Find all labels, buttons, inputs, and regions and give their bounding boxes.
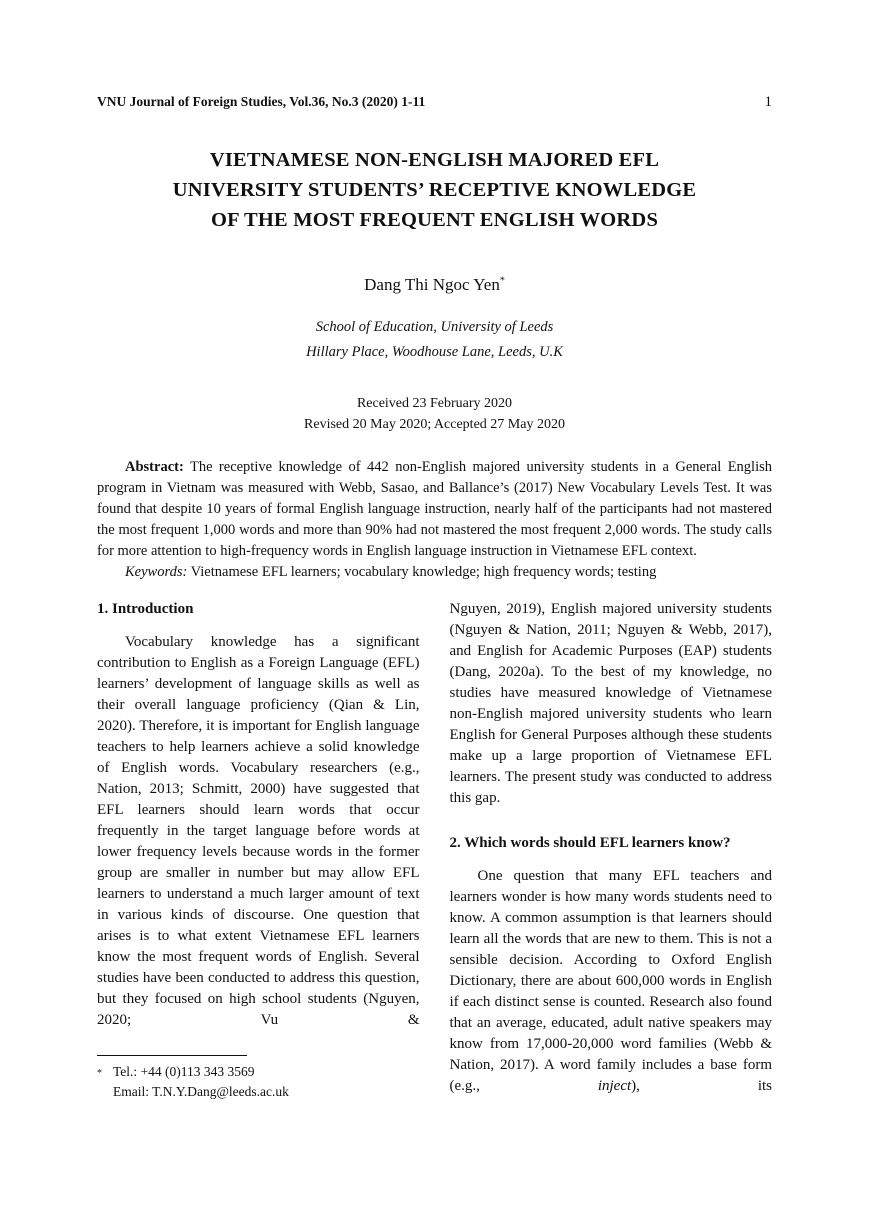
abstract [97, 457, 772, 562]
footnote-row [97, 1062, 420, 1102]
footnote [97, 1055, 420, 1102]
affiliation-line-1: School of Education, University of Leeds [315, 319, 554, 335]
paper-title-line-3: OF THE MOST FREQUENT ENGLISH WORDS [210, 209, 659, 231]
author-line [97, 275, 772, 295]
page-number: 1 [764, 94, 772, 110]
paper-title [97, 145, 772, 235]
footnote-separator [97, 1055, 247, 1056]
section2-paragraph [450, 866, 773, 1097]
keywords [97, 562, 772, 583]
introduction-continuation-paragraph: Nguyen, 2019), English majored university students (Nguyen & Nation, 2011; Nguyen & Webb, 2017), and English for Academic Purposes (EAP) students (Dang, 2020a). To the best of my knowledge, no studies have measured knowledge of Vietnamese non-English majored university students who learn English for General Purposes although these students make up a large proportion of Vietnamese EFL learners. The present study was conducted to address this gap. [449, 601, 772, 806]
two-column-body [97, 599, 772, 1102]
section2-text-after: ), its [631, 1078, 772, 1094]
footnote-tel: Tel.: +44 (0)113 343 3569 [113, 1064, 255, 1079]
right-column [450, 599, 773, 1102]
section-heading-which-words: 2. Which words should EFL learners know? [449, 835, 731, 851]
page-header [97, 94, 772, 111]
paper-title-line-1: VIETNAMESE NON-ENGLISH MAJORED EFL [209, 149, 660, 171]
journal-header: VNU Journal of Foreign Studies, Vol.36, No.3 (2020) 1-11 [97, 94, 426, 109]
revised-accepted-date: Revised 20 May 2020; Accepted 27 May 2020 [304, 417, 565, 432]
introduction-paragraph: Vocabulary knowledge has a significant contribution to English as a Foreign Language (EFL) learners’ development of language skills as well as their overall language proficiency (Qian & Lin, 2020). Therefore, it is important for English language teachers to help learners achieve a solid knowledge of English words. Vocabulary researchers (e.g., Nation, 2013; Schmitt, 2000) have suggested that EFL learners should learn words that occur frequently in the target language before words at lower frequency levels because words in the former group are smaller in number but may allow EFL learners to understand a much larger amount of text in various kinds of discourse. One question that arises is to what extent Vietnamese EFL learners know the most frequent words of English. Several studies have been conducted to address this question, but they focused on high school students (Nguyen, 2020; Vu & [97, 634, 420, 1028]
footnote-marker: * [97, 1068, 102, 1079]
keywords-text: Vietnamese EFL learners; vocabulary knowledge; high frequency words; testing [187, 564, 657, 580]
footnote-text [113, 1062, 289, 1102]
author-name: Dang Thi Ngoc Yen [364, 275, 500, 294]
abstract-text: The receptive knowledge of 442 non-English majored university students in a General English program in Vietnam was measured with Webb, Sasao, and Ballance’s (2017) New Vocabulary Levels Test. It was found that despite 10 years of formal English language instruction, nearly half of the participants had not mastered the most frequent 1,000 words and more than 90% had not mastered the most frequent 2,000 words. The study calls for more attention to high-frequency words in English language instruction in Vietnamese EFL context. [97, 459, 772, 559]
received-date: Received 23 February 2020 [356, 396, 513, 411]
keywords-label: Keywords: [125, 564, 188, 580]
footnote-email: Email: T.N.Y.Dang@leeds.ac.uk [113, 1084, 289, 1099]
section2-italic-word: inject [597, 1078, 632, 1094]
affiliation-line-2: Hillary Place, Woodhouse Lane, Leeds, U.K [306, 344, 563, 360]
section2-text-before: One question that many EFL teachers and learners wonder is how many words students need to know. A common assumption is that learners should learn all the words that are new to them. This is not a sensible decision. According to Oxford English Dictionary, there are about 600,000 words in English if each distinct sense is counted. Research also found that an average, educated, adult native speakers may know from 17,000-20,000 word families (Webb & Nation, 2017). A word family includes a base form (e.g., [449, 868, 772, 1094]
abstract-label: Abstract: [125, 459, 184, 475]
affiliation [97, 315, 772, 365]
paper-title-line-2: UNIVERSITY STUDENTS’ RECEPTIVE KNOWLEDGE [172, 179, 697, 201]
author-footnote-marker: * [499, 275, 505, 287]
section-heading-introduction: 1. Introduction [97, 601, 194, 617]
left-column [97, 599, 420, 1102]
article-dates [97, 393, 772, 435]
